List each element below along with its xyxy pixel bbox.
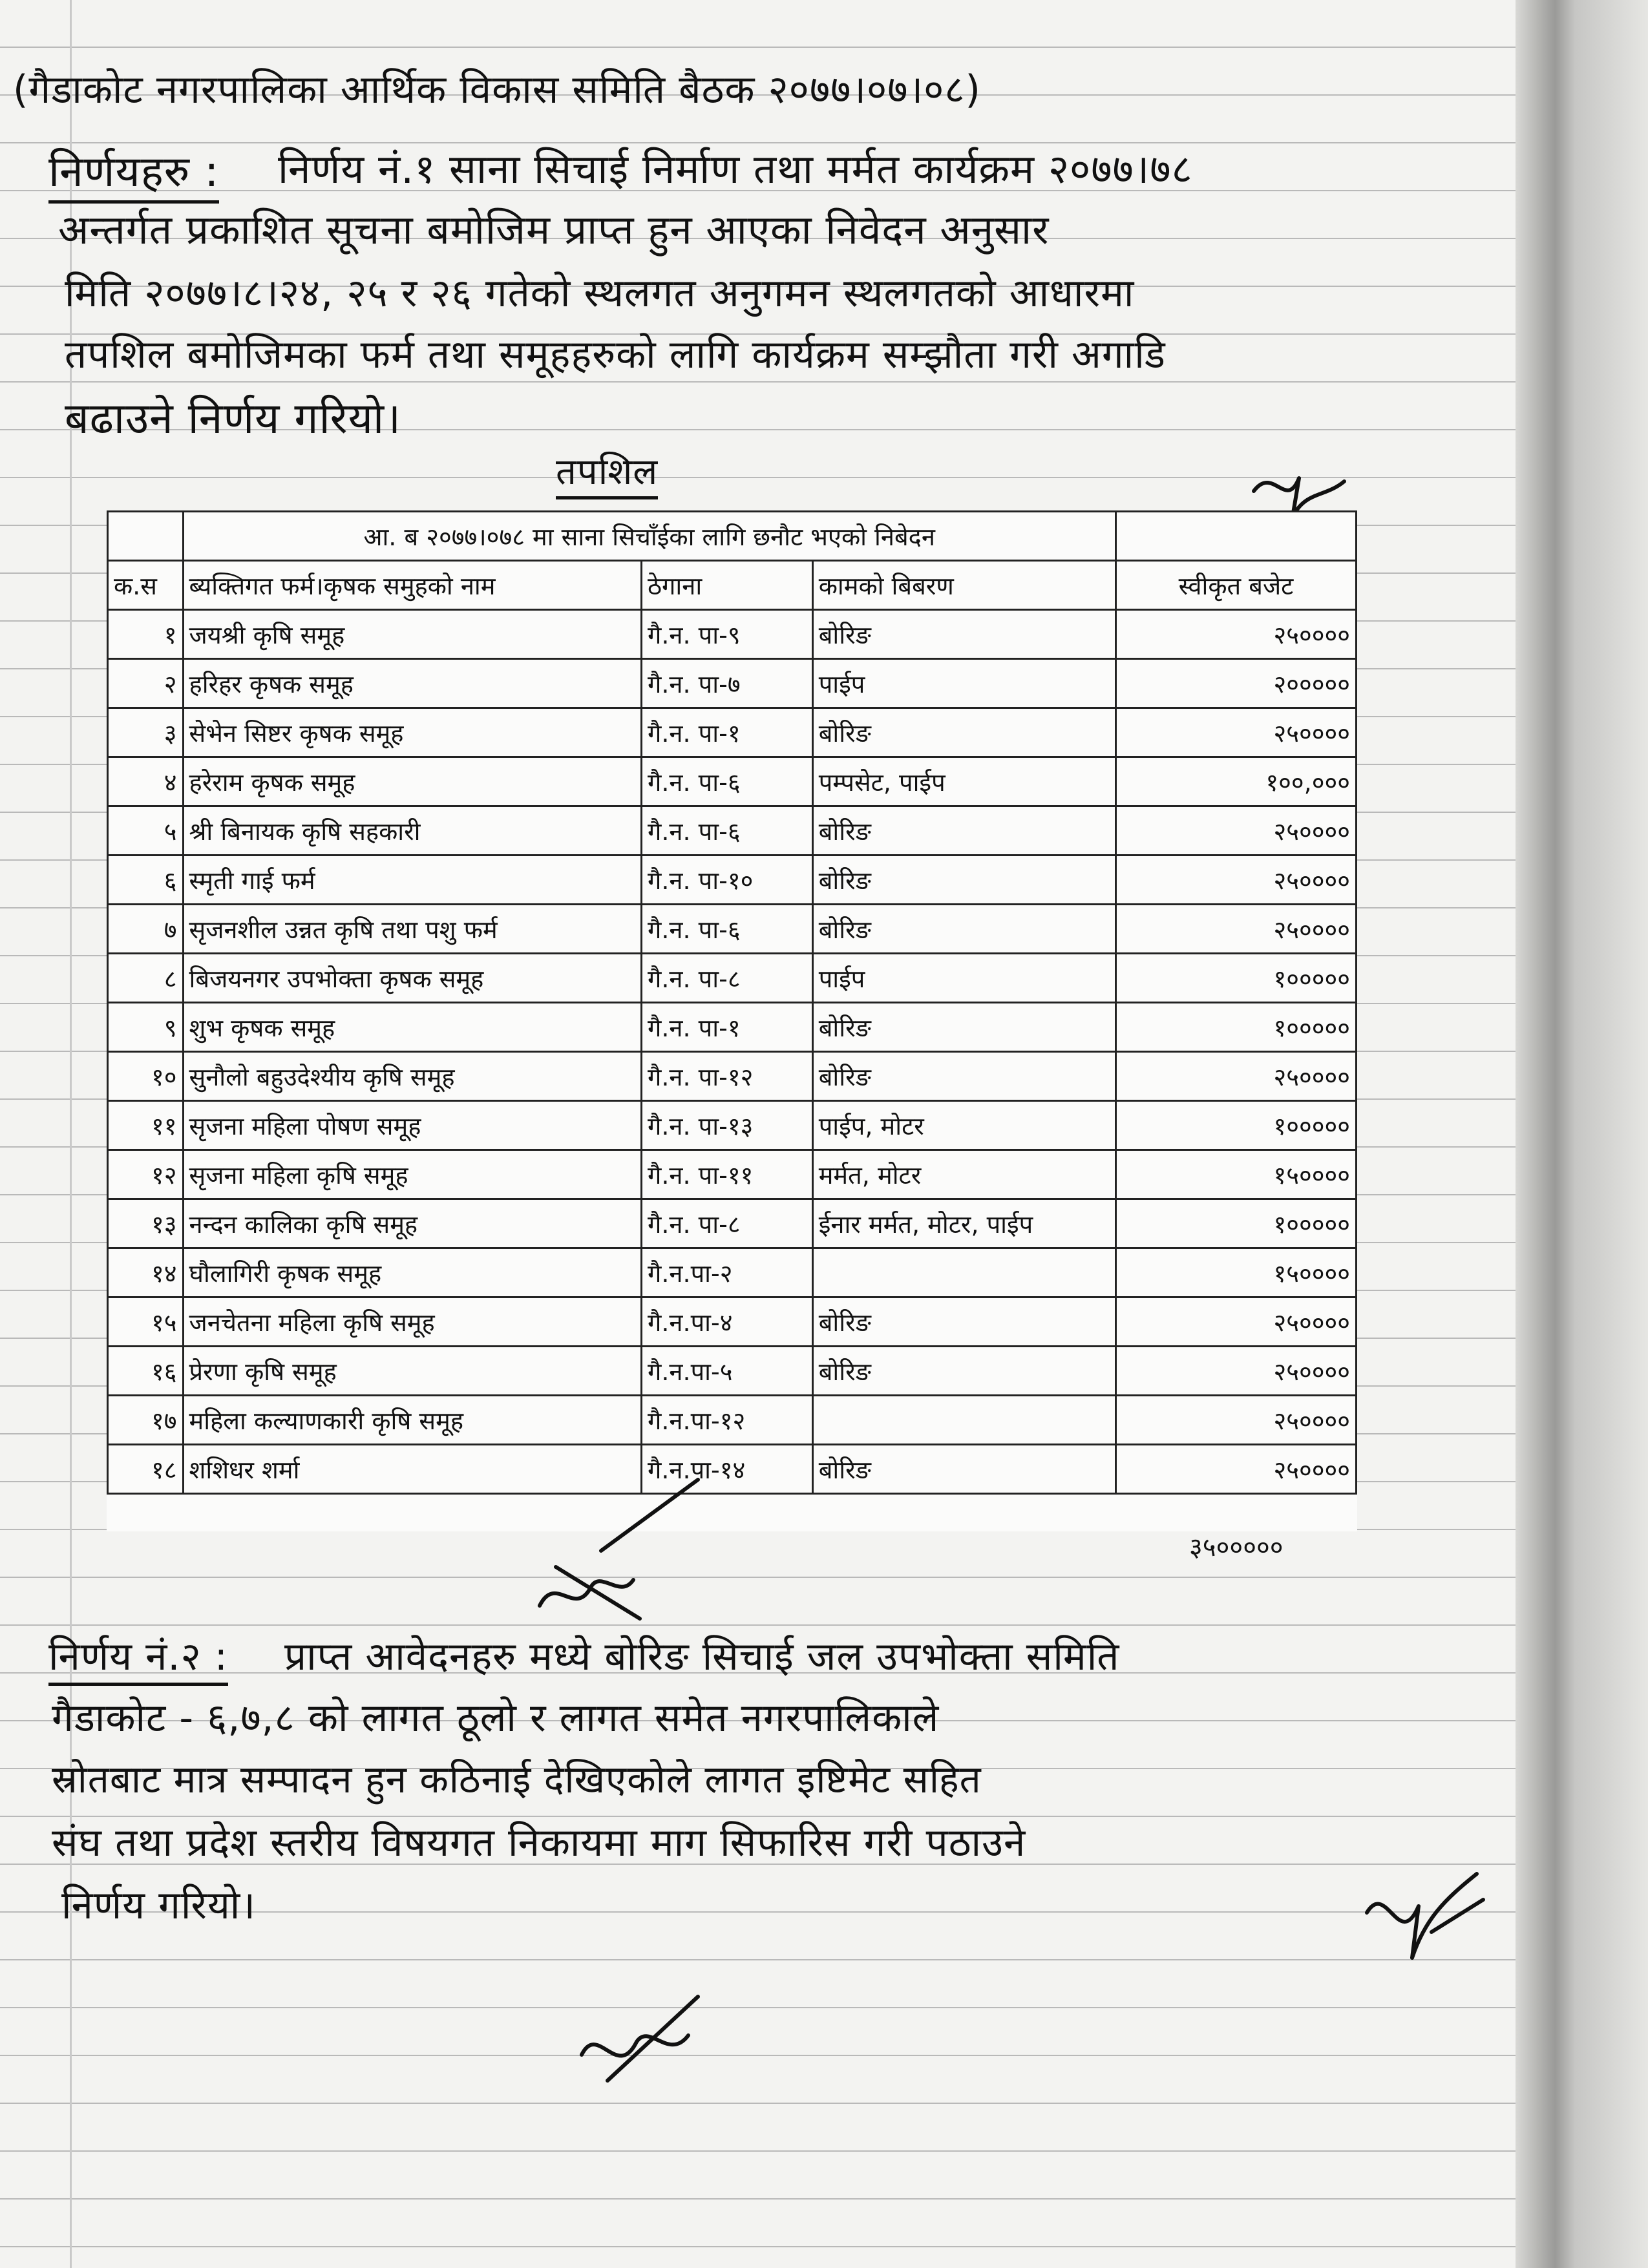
decision-2-label: निर्णय नं.२ : <box>48 1628 228 1686</box>
row-name: सृजनशील उन्नत कृषि तथा पशु फर्म <box>183 905 641 954</box>
row-work <box>812 1248 1115 1297</box>
row-name: नन्दन कालिका कृषि समूह <box>183 1199 641 1248</box>
row-work: बोरिङ <box>812 856 1115 905</box>
table-body <box>108 610 1357 1494</box>
table-title-blank-2 <box>1115 512 1356 561</box>
row-name: प्रेरणा कृषि समूह <box>183 1347 641 1396</box>
table-row <box>108 659 1357 708</box>
row-work: बोरिङ <box>812 1052 1115 1101</box>
row-name: स्मृती गाई फर्म <box>183 856 641 905</box>
decision-2-line-3: स्रोतबाट मात्र सम्पादन हुन कठिनाई देखिएकोले लागत इष्टिमेट सहित <box>52 1758 982 1801</box>
table-total: ३५००००० <box>1189 1533 1284 1562</box>
row-address: गै.न. पा-६ <box>641 806 812 856</box>
row-work: बोरिङ <box>812 708 1115 757</box>
row-budget: २५०००० <box>1115 1396 1356 1445</box>
row-name: बिजयनगर उपभोक्ता कृषक समूह <box>183 954 641 1003</box>
row-budget: १००००० <box>1115 1199 1356 1248</box>
row-work: पाईप <box>812 659 1115 708</box>
row-work: पाईप, मोटर <box>812 1101 1115 1150</box>
row-address: गै.न.पा-१४ <box>641 1445 812 1494</box>
table-row <box>108 1150 1357 1199</box>
row-sn: १४ <box>108 1248 184 1297</box>
row-sn: १ <box>108 610 184 659</box>
row-work: बोरिङ <box>812 1347 1115 1396</box>
decision-table <box>107 510 1357 1495</box>
signature-4 <box>569 1984 717 2087</box>
row-name: जयश्री कृषि समूह <box>183 610 641 659</box>
row-work: बोरिङ <box>812 806 1115 856</box>
row-sn: १५ <box>108 1297 184 1347</box>
row-address: गै.न. पा-१ <box>641 1003 812 1052</box>
decision-2-line-2: गैडाकोट - ६,७,८ को लागत ठूलो र लागत समेत नगरपालिकाले <box>52 1696 940 1741</box>
table-title-blank <box>108 512 184 561</box>
row-work: पाईप <box>812 954 1115 1003</box>
table-row <box>108 1199 1357 1248</box>
row-budget: २५०००० <box>1115 1445 1356 1494</box>
row-address: गै.न.पा-५ <box>641 1347 812 1396</box>
row-sn: ३ <box>108 708 184 757</box>
row-name: घौलागिरी कृषक समूह <box>183 1248 641 1297</box>
row-budget: २५०००० <box>1115 708 1356 757</box>
row-address: गै.न. पा-१ <box>641 708 812 757</box>
row-budget: १००,००० <box>1115 757 1356 806</box>
header-address: ठेगाना <box>641 561 812 610</box>
row-work: बोरिङ <box>812 610 1115 659</box>
row-budget: १५०००० <box>1115 1248 1356 1297</box>
row-address: गै.न. पा-१० <box>641 856 812 905</box>
row-work: बोरिङ <box>812 1297 1115 1347</box>
row-sn: ९ <box>108 1003 184 1052</box>
row-budget: २५०००० <box>1115 856 1356 905</box>
decision-1-line-3: मिति २०७७।८।२४, २५ र २६ गतेको स्थलगत अनुगमन स्थलगतको आधारमा <box>65 271 1135 316</box>
table-row <box>108 1003 1357 1052</box>
decision-1-line-2: अन्तर्गत प्रकाशित सूचना बमोजिम प्राप्त हुन आएका निवेदन अनुसार <box>58 206 1050 253</box>
table-row <box>108 708 1357 757</box>
row-work: ईनार मर्मत, मोटर, पाईप <box>812 1199 1115 1248</box>
row-budget: २५०००० <box>1115 1052 1356 1101</box>
table-title: आ. ब २०७७।०७८ मा साना सिचाँईका लागि छनौट भएको निबेदन <box>183 512 1115 561</box>
row-sn: १३ <box>108 1199 184 1248</box>
table-row <box>108 1248 1357 1297</box>
row-budget: १५०००० <box>1115 1150 1356 1199</box>
row-budget: २००००० <box>1115 659 1356 708</box>
row-address: गै.न. पा-१३ <box>641 1101 812 1150</box>
signature-2 <box>530 1548 659 1625</box>
row-sn: १८ <box>108 1445 184 1494</box>
row-address: गै.न.पा-२ <box>641 1248 812 1297</box>
row-address: गै.न. पा-८ <box>641 1199 812 1248</box>
row-sn: १६ <box>108 1347 184 1396</box>
signature-stroke-1 <box>595 1473 704 1557</box>
row-address: गै.न. पा-७ <box>641 659 812 708</box>
row-work: बोरिङ <box>812 1003 1115 1052</box>
table-row <box>108 954 1357 1003</box>
row-budget: २५०००० <box>1115 610 1356 659</box>
table-row <box>108 856 1357 905</box>
table-row <box>108 610 1357 659</box>
row-budget: २५०००० <box>1115 1347 1356 1396</box>
row-address: गै.न. पा-९ <box>641 610 812 659</box>
page-edge <box>1516 0 1648 2268</box>
decision-1-line-5: बढाउने निर्णय गरियो। <box>65 394 402 443</box>
row-budget: २५०००० <box>1115 806 1356 856</box>
row-address: गै.न. पा-११ <box>641 1150 812 1199</box>
row-name: शशिधर शर्मा <box>183 1445 641 1494</box>
row-name: सुनौलो बहुउदेश्यीय कृषि समूह <box>183 1052 641 1101</box>
row-work: मर्मत, मोटर <box>812 1150 1115 1199</box>
row-address: गै.न. पा-८ <box>641 954 812 1003</box>
header-name: ब्यक्तिगत फर्म।कृषक समुहको नाम <box>183 561 641 610</box>
row-sn: ६ <box>108 856 184 905</box>
table-row <box>108 1347 1357 1396</box>
row-work: बोरिङ <box>812 905 1115 954</box>
row-sn: ११ <box>108 1101 184 1150</box>
signature-3 <box>1354 1861 1490 1964</box>
row-sn: ४ <box>108 757 184 806</box>
table-row <box>108 1297 1357 1347</box>
row-sn: ७ <box>108 905 184 954</box>
row-name: शुभ कृषक समूह <box>183 1003 641 1052</box>
table-row <box>108 806 1357 856</box>
row-address: गै.न.पा-४ <box>641 1297 812 1347</box>
row-name: सेभेन सिष्टर कृषक समूह <box>183 708 641 757</box>
row-name: महिला कल्याणकारी कृषि समूह <box>183 1396 641 1445</box>
header-budget: स्वीकृत बजेट <box>1115 561 1356 610</box>
row-work <box>812 1396 1115 1445</box>
row-sn: ८ <box>108 954 184 1003</box>
row-name: सृजना महिला कृषि समूह <box>183 1150 641 1199</box>
header-sn: क.स <box>108 561 184 610</box>
row-sn: १० <box>108 1052 184 1101</box>
decision-2-line-5: निर्णय गरियो। <box>61 1883 257 1928</box>
meeting-heading: (गैडाकोट नगरपालिका आर्थिक विकास समिति बैठक २०७७।०७।०८) <box>13 67 981 112</box>
decision-2-line-4: संघ तथा प्रदेश स्तरीय विषयगत निकायमा माग सिफारिस गरी पठाउने <box>52 1820 1026 1865</box>
decision-2-line-1: प्राप्त आवेदनहरु मध्ये बोरिङ सिचाई जल उपभोक्ता समिति <box>284 1634 1120 1679</box>
row-name: हरेराम कृषक समूह <box>183 757 641 806</box>
decision-1-line-1: निर्णय नं.१ साना सिचाई निर्माण तथा मर्मत कार्यक्रम २०७७।७८ <box>278 145 1193 193</box>
table-row <box>108 1101 1357 1150</box>
table-row <box>108 1052 1357 1101</box>
header-work: कामको बिबरण <box>812 561 1115 610</box>
row-sn: २ <box>108 659 184 708</box>
table-row <box>108 1396 1357 1445</box>
row-sn: १७ <box>108 1396 184 1445</box>
row-name: जनचेतना महिला कृषि समूह <box>183 1297 641 1347</box>
decisions-label: निर्णयहरु : <box>48 141 219 204</box>
row-sn: १२ <box>108 1150 184 1199</box>
table-row <box>108 757 1357 806</box>
row-budget: १००००० <box>1115 1101 1356 1150</box>
row-budget: १००००० <box>1115 954 1356 1003</box>
row-address: गै.न. पा-६ <box>641 905 812 954</box>
row-address: गै.न. पा-६ <box>641 757 812 806</box>
row-name: हरिहर कृषक समूह <box>183 659 641 708</box>
decision-1-line-4: तपशिल बमोजिमका फर्म तथा समूहहरुको लागि कार्यक्रम सम्झौता गरी अगाडि <box>65 332 1166 377</box>
table-row <box>108 1445 1357 1494</box>
row-sn: ५ <box>108 806 184 856</box>
row-name: सृजना महिला पोषण समूह <box>183 1101 641 1150</box>
row-budget: १००००० <box>1115 1003 1356 1052</box>
row-budget: २५०००० <box>1115 905 1356 954</box>
row-name: श्री बिनायक कृषि सहकारी <box>183 806 641 856</box>
row-address: गै.न. पा-१२ <box>641 1052 812 1101</box>
row-work: बोरिङ <box>812 1445 1115 1494</box>
row-work: पम्पसेट, पाईप <box>812 757 1115 806</box>
row-budget: २५०००० <box>1115 1297 1356 1347</box>
row-address: गै.न.पा-१२ <box>641 1396 812 1445</box>
table-row <box>108 905 1357 954</box>
tapsil-heading: तपशिल <box>556 446 658 499</box>
